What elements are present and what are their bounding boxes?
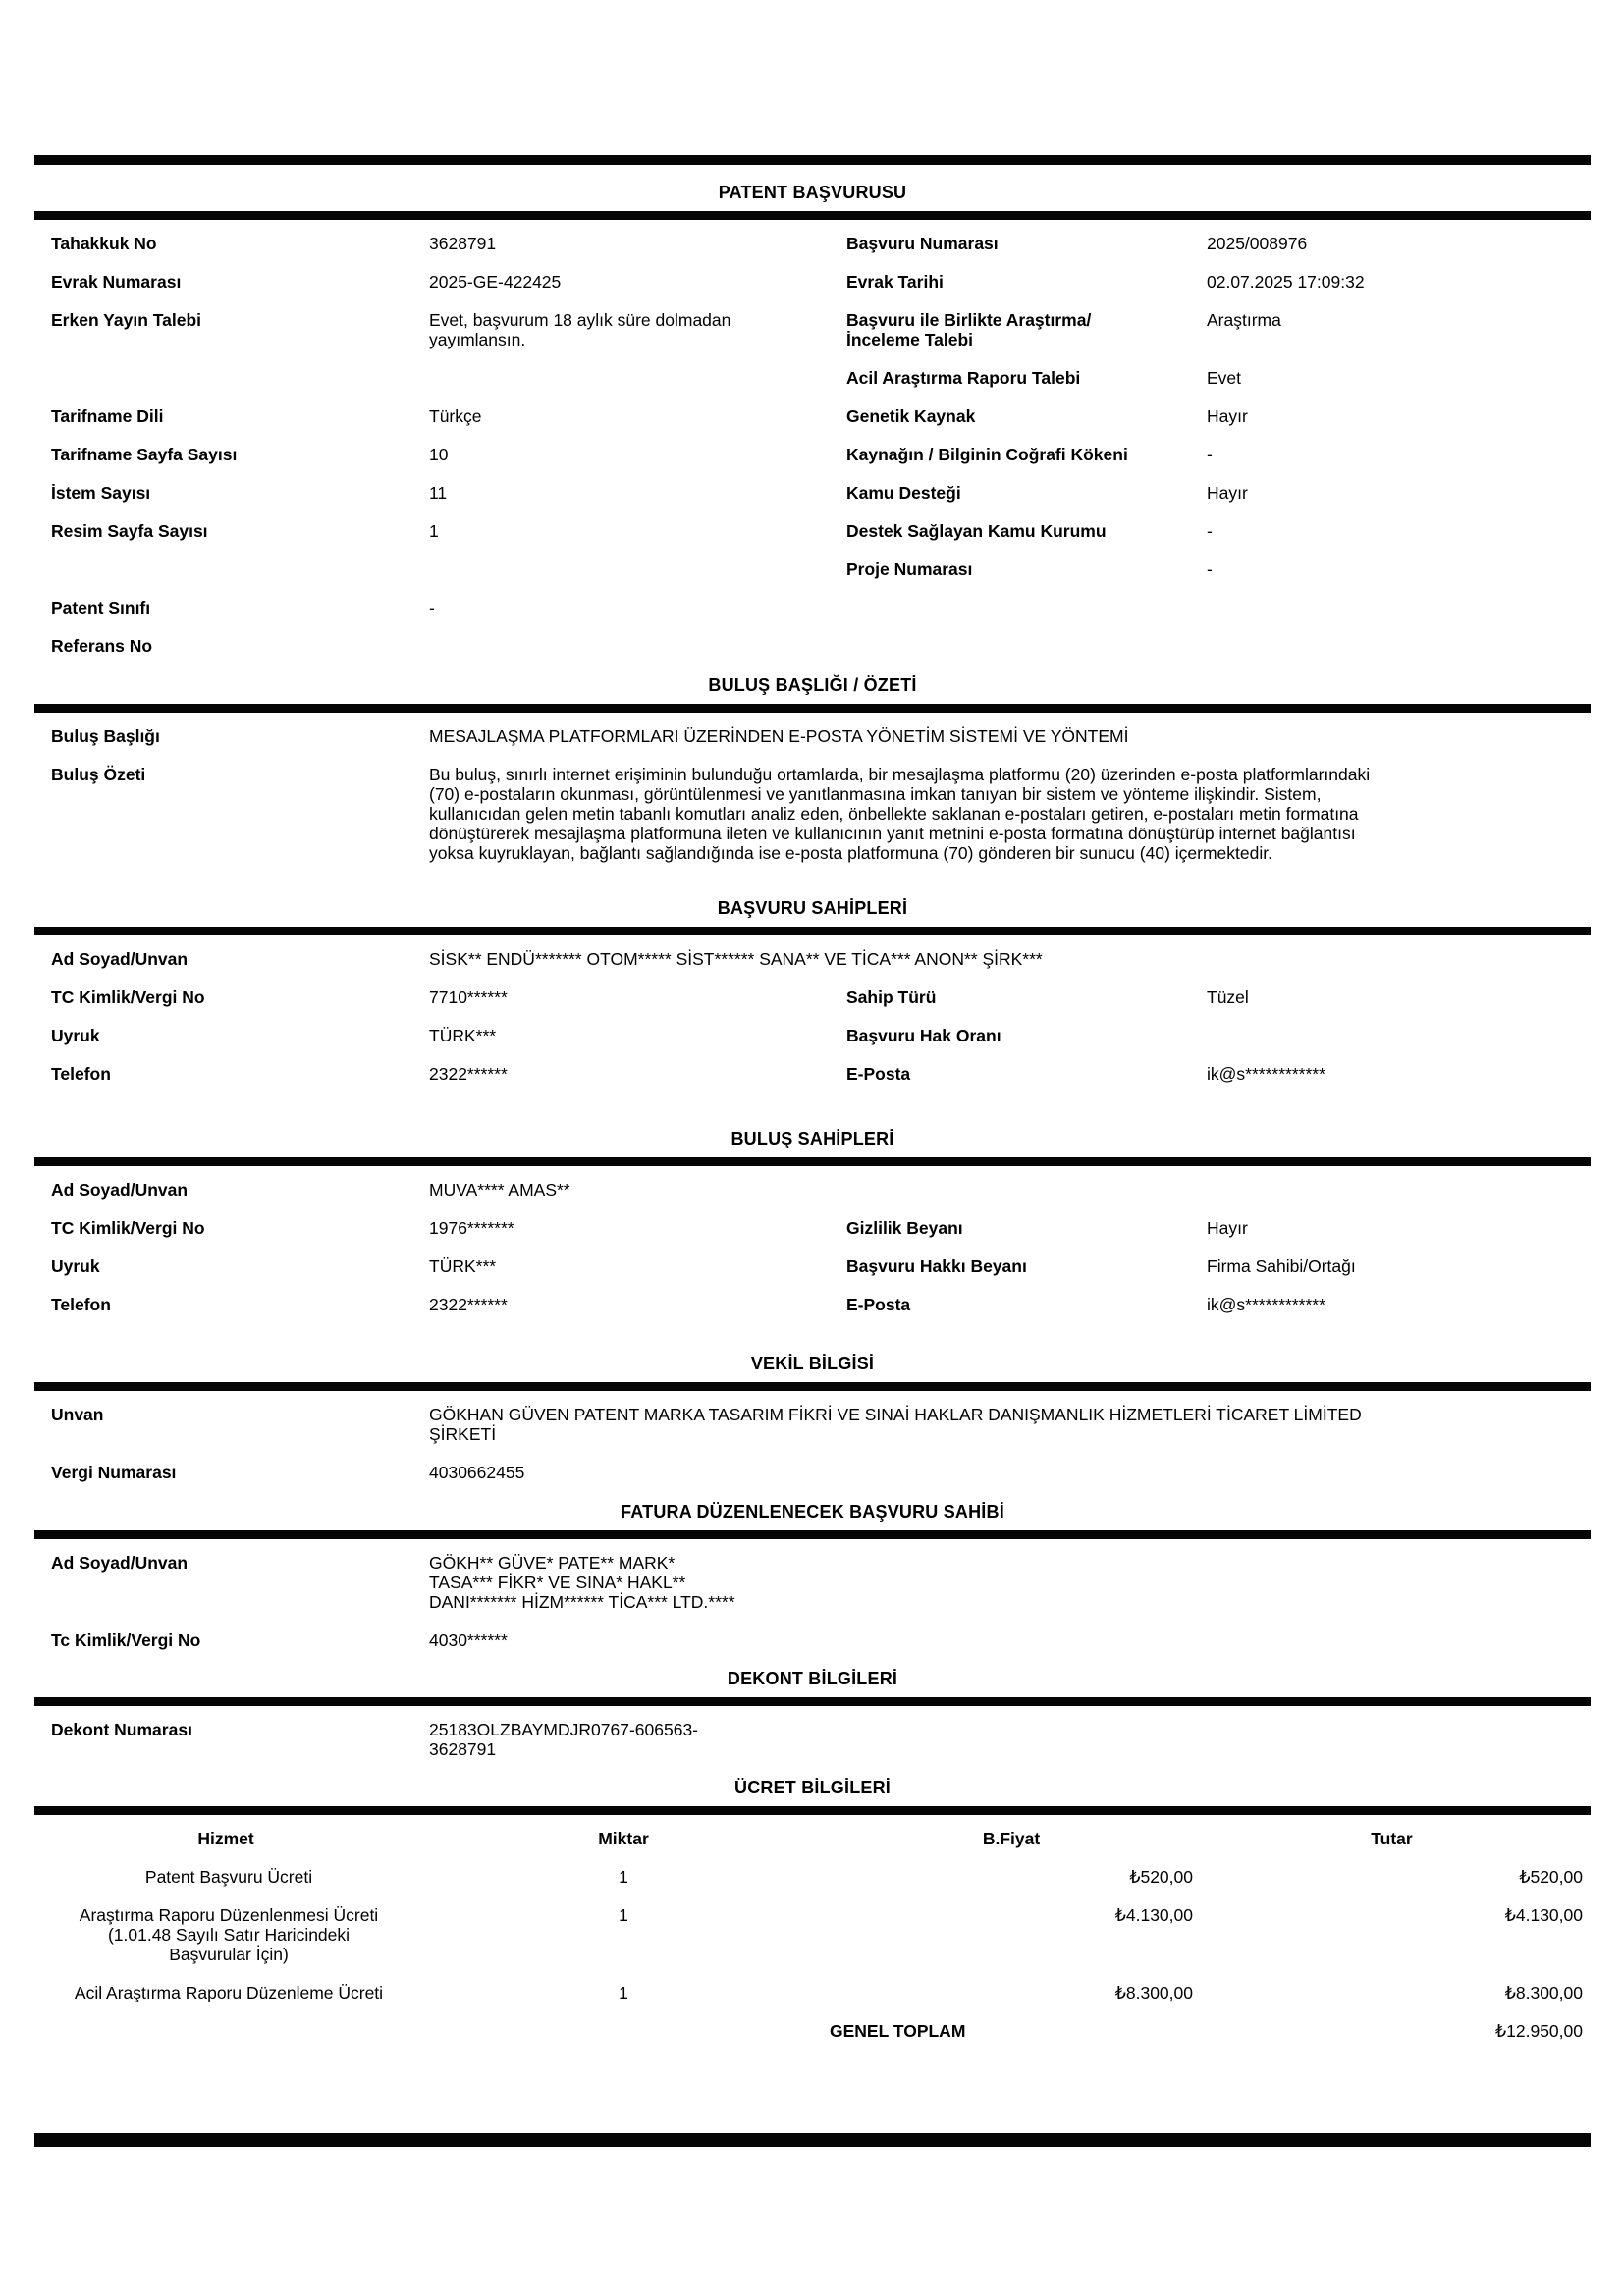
field-row <box>34 988 1591 1007</box>
field-value: Hayır <box>1207 406 1248 426</box>
field-row <box>34 1720 1591 1759</box>
field-label: Vergi Numarası <box>51 1463 177 1482</box>
top-rule <box>34 155 1591 165</box>
field-row <box>34 1553 1591 1612</box>
field-value: - <box>429 598 435 617</box>
field-row <box>34 765 1591 863</box>
fee-header-cell: B.Fiyat <box>982 1829 1041 1848</box>
field-label: Resim Sayfa Sayısı <box>51 521 208 541</box>
field-value: 4030662455 <box>429 1463 525 1482</box>
empty-cell <box>34 560 429 579</box>
section-vekil-bilgisi <box>34 1354 1591 1482</box>
fee-table-row <box>34 1983 1591 2002</box>
field-label: Tc Kimlik/Vergi No <box>51 1630 201 1650</box>
field-label: Genetik Kaynak <box>846 406 976 426</box>
field-row <box>34 598 1591 617</box>
field-value: GÖKH** GÜVE* PATE** MARK* TASA*** FİKR* VE SINA* HAKL** DANI******* HİZM****** TİCA*** LTD.**** <box>429 1553 735 1612</box>
field-value: MUVA**** AMAS** <box>429 1180 570 1200</box>
field-row <box>34 445 1591 464</box>
field-label: Uyruk <box>51 1026 100 1045</box>
field-value: Tüzel <box>1207 988 1249 1007</box>
section-title-basvuru-sahipleri: BAŞVURU SAHİPLERİ <box>717 898 908 918</box>
fee-header-cell: Hizmet <box>197 1829 254 1848</box>
fee-table-row <box>34 1905 1591 1964</box>
field-row <box>34 726 1591 746</box>
field-row <box>34 1630 1591 1650</box>
field-row <box>34 521 1591 541</box>
empty-cell <box>429 636 830 656</box>
field-value: GÖKHAN GÜVEN PATENT MARKA TASARIM FİKRİ VE SINAİ HAKLAR DANIŞMANLIK HİZMETLERİ TİCARET LİMİTED ŞİRKETİ <box>429 1405 1362 1444</box>
section-patent-basvurusu <box>34 155 1591 656</box>
fee-table-row <box>34 1867 1591 1887</box>
field-label: Telefon <box>51 1295 111 1314</box>
field-label: E-Posta <box>846 1064 911 1084</box>
field-label: Ad Soyad/Unvan <box>51 1180 189 1200</box>
field-value: 1976******* <box>429 1218 514 1238</box>
field-value: - <box>1207 521 1213 541</box>
field-value: - <box>1207 560 1213 579</box>
field-value: Evet <box>1207 368 1242 388</box>
fee-total-row <box>34 2021 1591 2041</box>
empty-cell <box>429 560 830 579</box>
fee-cell: 1 <box>619 1905 628 1925</box>
field-row <box>34 368 1591 388</box>
field-label: Erken Yayın Talebi <box>51 310 202 330</box>
field-row <box>34 1026 1591 1045</box>
field-row <box>34 949 1591 969</box>
section-divider-rule <box>34 927 1591 935</box>
field-label: Başvuru Hakkı Beyanı <box>846 1256 1027 1276</box>
field-label: Acil Araştırma Raporu Talebi <box>846 368 1081 388</box>
field-value: 2025-GE-422425 <box>429 272 562 292</box>
field-label: Uyruk <box>51 1256 100 1276</box>
field-value: 10 <box>429 445 449 464</box>
field-label: Kaynağın / Bilginin Coğrafi Kökeni <box>846 445 1128 464</box>
empty-cell <box>830 636 1207 656</box>
section-fatura-duzenlenecek-basvuru-sahibi <box>34 1502 1591 1650</box>
fee-cell: 1 <box>619 1867 628 1887</box>
section-divider-rule <box>34 1382 1591 1391</box>
field-label: Buluş Özeti <box>51 765 146 784</box>
field-row <box>34 1180 1591 1200</box>
field-label: TC Kimlik/Vergi No <box>51 988 205 1007</box>
section-bulus-basligi-ozeti <box>34 675 1591 863</box>
field-value: 4030****** <box>429 1630 508 1650</box>
field-row <box>34 1218 1591 1238</box>
field-value: Hayır <box>1207 483 1248 503</box>
section-title-patent-basvurusu: PATENT BAŞVURUSU <box>718 183 907 202</box>
field-label: Ad Soyad/Unvan <box>51 1553 189 1573</box>
field-value: MESAJLAŞMA PLATFORMLARI ÜZERİNDEN E-POSTA YÖNETİM SİSTEMİ VE YÖNTEMİ <box>429 726 1129 746</box>
fee-cell: Patent Başvuru Ücreti <box>144 1867 313 1887</box>
field-row <box>34 1256 1591 1276</box>
field-row <box>34 636 1591 656</box>
field-row <box>34 1064 1591 1084</box>
field-label: Tarifname Sayfa Sayısı <box>51 445 238 464</box>
field-label: Başvuru ile Birlikte Araştırma/ İnceleme Talebi <box>846 310 1092 349</box>
fee-cell: Araştırma Raporu Düzenlenmesi Ücreti (1.01.48 Sayılı Satır Haricindeki Başvurular İçin) <box>79 1905 379 1964</box>
field-label: Sahip Türü <box>846 988 937 1007</box>
field-value: ik@s************ <box>1207 1064 1325 1084</box>
field-value: TÜRK*** <box>429 1256 497 1276</box>
section-ucret-bilgileri <box>34 1778 1591 2041</box>
empty-cell <box>1207 598 1591 617</box>
field-label: Dekont Numarası <box>51 1720 192 1739</box>
section-divider-rule <box>34 1157 1591 1166</box>
field-value: Firma Sahibi/Ortağı <box>1207 1256 1356 1276</box>
field-label: Başvuru Numarası <box>846 234 999 253</box>
empty-cell <box>34 368 429 388</box>
field-label: Telefon <box>51 1064 111 1084</box>
fee-cell: ₺4.130,00 <box>1114 1905 1193 1925</box>
empty-cell <box>429 368 830 388</box>
section-title-vekil-bilgisi: VEKİL BİLGİSİ <box>750 1354 875 1373</box>
field-row <box>34 310 1591 349</box>
field-value: 25183OLZBAYMDJR0767-606563- 3628791 <box>429 1720 699 1759</box>
field-label: Unvan <box>51 1405 104 1424</box>
field-row <box>34 1295 1591 1314</box>
field-label: Evrak Tarihi <box>846 272 944 292</box>
fee-cell: ₺520,00 <box>1519 1867 1583 1887</box>
field-row <box>34 234 1591 253</box>
field-value: Araştırma <box>1207 310 1281 330</box>
field-row <box>34 560 1591 579</box>
section-divider-rule <box>34 211 1591 220</box>
field-value: 02.07.2025 17:09:32 <box>1207 272 1365 292</box>
section-divider-rule <box>34 1697 1591 1706</box>
field-value: 7710****** <box>429 988 508 1007</box>
fee-cell: ₺8.300,00 <box>1114 1983 1193 2002</box>
empty-cell <box>830 598 1207 617</box>
section-basvuru-sahipleri <box>34 898 1591 1084</box>
fee-cell: ₺8.300,00 <box>1504 1983 1583 2002</box>
fee-total-label: GENEL TOPLAM <box>830 2021 966 2041</box>
field-value: 11 <box>429 483 448 503</box>
section-divider-rule <box>34 704 1591 713</box>
field-label: Gizlilik Beyanı <box>846 1218 963 1238</box>
field-value: 2322****** <box>429 1064 508 1084</box>
field-label: Buluş Başlığı <box>51 726 160 746</box>
field-label: Evrak Numarası <box>51 272 182 292</box>
section-title-dekont-bilgileri: DEKONT BİLGİLERİ <box>727 1669 898 1688</box>
field-label: Referans No <box>51 636 153 656</box>
field-value: SİSK** ENDÜ******* OTOM***** SİST****** SANA** VE TİCA*** ANON** ŞİRK*** <box>429 949 1043 969</box>
field-value: ik@s************ <box>1207 1295 1325 1314</box>
field-label: İstem Sayısı <box>51 483 151 503</box>
fee-cell: Acil Araştırma Raporu Düzenleme Ücreti <box>74 1983 384 2002</box>
field-row <box>34 1463 1591 1482</box>
field-label: Tarifname Dili <box>51 406 164 426</box>
fee-cell: 1 <box>619 1983 628 2002</box>
empty-cell <box>1207 636 1591 656</box>
section-title-bulus-sahipleri: BULUŞ SAHİPLERİ <box>730 1129 894 1148</box>
field-row <box>34 1405 1591 1444</box>
fee-header-cell: Miktar <box>598 1829 649 1848</box>
field-label: Kamu Desteği <box>846 483 961 503</box>
field-value: - <box>1207 445 1213 464</box>
fee-table-header-row <box>34 1829 1591 1848</box>
field-row <box>34 483 1591 503</box>
field-value: Türkçe <box>429 406 482 426</box>
field-value: TÜRK*** <box>429 1026 497 1045</box>
field-label: Proje Numarası <box>846 560 973 579</box>
field-label: Başvuru Hak Oranı <box>846 1026 1001 1045</box>
field-value: 2322****** <box>429 1295 508 1314</box>
fee-cell: ₺4.130,00 <box>1504 1905 1583 1925</box>
field-value: Evet, başvurum 18 aylık süre dolmadan yayımlansın. <box>429 310 731 349</box>
field-label: Ad Soyad/Unvan <box>51 949 189 969</box>
fee-header-cell: Tutar <box>1371 1829 1413 1848</box>
field-label: E-Posta <box>846 1295 911 1314</box>
fee-cell: ₺520,00 <box>1129 1867 1193 1887</box>
field-row <box>34 272 1591 292</box>
field-label: Tahakkuk No <box>51 234 157 253</box>
field-label: Destek Sağlayan Kamu Kurumu <box>846 521 1107 541</box>
field-label: TC Kimlik/Vergi No <box>51 1218 205 1238</box>
section-divider-rule <box>34 1806 1591 1815</box>
field-value: 2025/008976 <box>1207 234 1308 253</box>
section-title-bulus-basligi-ozeti: BULUŞ BAŞLIĞI / ÖZETİ <box>708 675 917 695</box>
bottom-rule <box>34 2133 1591 2147</box>
field-label: Patent Sınıfı <box>51 598 151 617</box>
section-title-fatura-duzenlenecek-basvuru-sahibi: FATURA DÜZENLENECEK BAŞVURU SAHİBİ <box>621 1502 1004 1522</box>
section-bulus-sahipleri <box>34 1129 1591 1314</box>
empty-cell <box>1207 1026 1591 1045</box>
field-value: Bu buluş, sınırlı internet erişiminin bulunduğu ortamlarda, bir mesajlaşma platformu (20) üzerinden e-posta platformlarındaki (70) e-postaların okunması, görüntülenmesi ve yanıtlanmasına imkan tanıyan bir sistem ve yönteme ilişkindir. Sistem, kullanıcıdan gelen metin tabanlı komutları analiz eden, önbellekte saklanan e-postaları getiren, e-postaları metin formatına dönüştürerek mesajlaşma platformuna ileten ve kullanıcının yanıt metnini e-posta formatına dönüştürüp internet bağlantısı yoksa kuyruklayan, bağlantı sağlandığında ise e-posta platformuna (70) gönderen bir sunucu (40) içermektedir. <box>429 765 1371 863</box>
field-value: 3628791 <box>429 234 497 253</box>
field-value: 1 <box>429 521 439 541</box>
section-divider-rule <box>34 1530 1591 1539</box>
field-row <box>34 406 1591 426</box>
section-dekont-bilgileri <box>34 1669 1591 1759</box>
field-value: Hayır <box>1207 1218 1248 1238</box>
fee-total-value: ₺12.950,00 <box>1495 2021 1583 2041</box>
section-title-ucret-bilgileri: ÜCRET BİLGİLERİ <box>734 1778 891 1797</box>
